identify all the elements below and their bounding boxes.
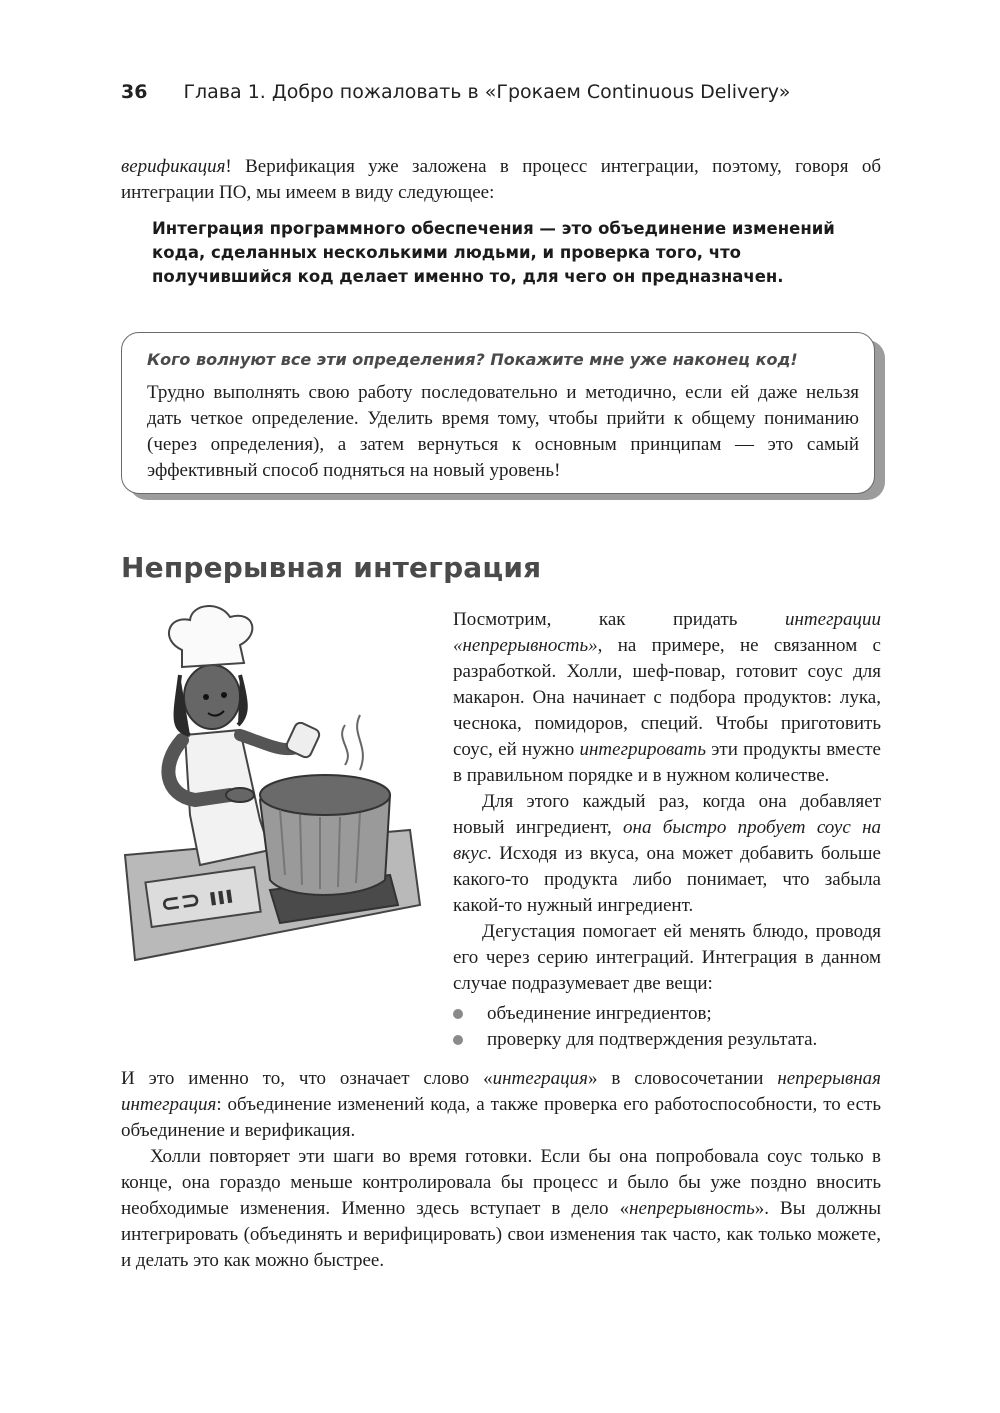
intro-text: ! Верификация уже заложена в процесс интеграции, поэтому, говоря об интеграции ПО, мы имеем в виду следующее: [121, 156, 881, 203]
text-run: Посмотрим, как придать [453, 609, 785, 630]
bullet-list [453, 1001, 881, 1053]
list-item [453, 1027, 881, 1053]
text-run: , на примере, не связанном с разработкой. Холли, шеф-повар, готовит соус для макарон. Она начинает с подбора продуктов: лука, чеснока, помидоров, специй. Чтобы приготовить соус, ей нужно [453, 635, 881, 760]
text-run: : объединение изменений кода, а также проверка его работоспособности, то есть объединение и верификация. [121, 1094, 881, 1141]
running-header [121, 81, 881, 103]
emphasis: интеграции «непрерывность» [453, 609, 881, 656]
chef-illustration [120, 605, 430, 985]
list-item-text: объединение ингредиентов; [487, 1003, 712, 1024]
callout-body: Трудно выполнять свою работу последовательно и методично, если ей даже нельзя дать четкое определение. Уделить время тому, чтобы прийти к общему пониманию (через определения), а затем вернуться к основным принципам — это самый эффективный способ подняться на новый уровень! [147, 382, 859, 481]
list-item [453, 1001, 881, 1027]
text-run: Холли повторяет эти шаги во время готовки. Если бы она попробовала соус только в конце, она гораздо меньше контролировала бы процесс и было бы уже поздно вносить необходимые изменения. Именно здесь вступает в дело « [121, 1146, 881, 1219]
text-run: Для этого каждый раз, когда она добавляет новый ингредиент, [453, 791, 881, 838]
emphasis: непрерывная интеграция [121, 1068, 881, 1115]
text-run: . Исходя из вкуса, она может добавить больше какого-то продукта либо понимает, что забыла какой-то нужный ингредиент. [453, 843, 881, 916]
emphasis: интегрировать [579, 739, 706, 760]
text-run: И это именно то, что означает слово « [121, 1068, 493, 1089]
callout-title: Кого волнуют все эти определения? Покажите мне уже наконец код! [147, 350, 798, 369]
column-paragraph-3: Дегустация помогает ей менять блюдо, проводя его через серию интеграций. Интеграция в данном случае подразумевает две вещи: [453, 921, 881, 994]
intro-italic-word: верификация [121, 156, 226, 177]
column-paragraph-2 [453, 789, 881, 919]
closing-text [121, 1066, 881, 1274]
page-number: 36 [121, 81, 148, 103]
text-run: ». Вы должны интегрировать (объединять и верифицировать) свои изменения так часто, как только можете, и делать это как можно быстрее. [121, 1198, 881, 1271]
emphasis: интеграция [492, 1068, 588, 1089]
definition-text: Интеграция программного обеспечения — это объединение изменений кода, сделанных несколькими людьми, и проверка того, что получившийся код делает именно то, для чего он предназначен. [152, 219, 835, 286]
intro-paragraph [121, 154, 881, 206]
text-run: » в словосочетании [587, 1068, 778, 1089]
emphasis: непрерывность [629, 1198, 755, 1219]
list-item-text: проверку для подтверждения результата. [487, 1029, 818, 1050]
emphasis: она быстро пробует соус на вкус [453, 817, 881, 864]
svg-text:⊂⊃ ııı: ⊂⊃ ııı [158, 880, 236, 919]
text-run: эти продукты вместе в правильном порядке и в нужном количестве. [453, 739, 881, 786]
section-heading: Непрерывная интеграция [121, 551, 542, 584]
chapter-title: Глава 1. Добро пожаловать в «Грокаем Continuous Delivery» [183, 81, 791, 103]
bullet-icon [453, 1035, 463, 1045]
closing-paragraph-2 [121, 1144, 881, 1274]
column-paragraph-1 [453, 607, 881, 789]
right-column [453, 607, 881, 1053]
bullet-icon [453, 1009, 463, 1019]
closing-paragraph-1 [121, 1066, 881, 1144]
